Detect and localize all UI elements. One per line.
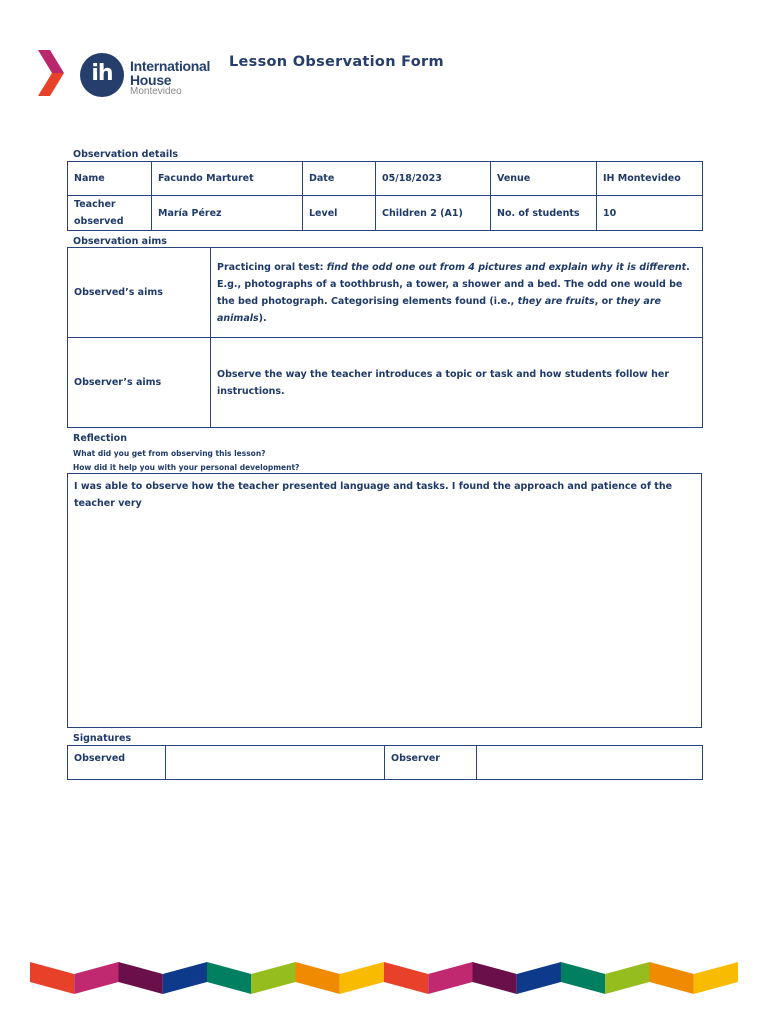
footer-band-segment — [296, 962, 340, 994]
logo-text-house: House — [130, 72, 172, 88]
name-value: Facundo Marturet — [152, 162, 303, 196]
footer-band-segment — [74, 962, 118, 994]
ih-logo-mark — [80, 53, 124, 97]
footer-band-segment — [650, 962, 694, 994]
logo-text-international: International — [130, 58, 211, 74]
observed-signature-label: Observed — [68, 746, 166, 780]
footer-band-segment — [163, 962, 207, 994]
details-row-1 — [68, 162, 703, 196]
observation-details-heading: Observation details — [73, 149, 179, 160]
footer-band-segment — [428, 962, 472, 994]
chevron-upper — [38, 50, 64, 73]
observer-signature-label: Observer — [385, 746, 477, 780]
footer-band-segment — [384, 962, 428, 994]
footer-band-segment — [473, 962, 517, 994]
page-title: Lesson Observation Form — [229, 54, 444, 70]
details-row-2 — [68, 196, 703, 231]
observation-aims-heading: Observation aims — [73, 236, 167, 247]
chevron-lower — [38, 73, 64, 96]
observation-aims-table — [67, 247, 703, 428]
footer-band-segment — [561, 962, 605, 994]
reflection-heading: Reflection — [73, 433, 127, 444]
observed-aims-row — [68, 248, 703, 338]
observer-signature-field[interactable] — [477, 746, 703, 780]
signatures-heading: Signatures — [73, 733, 132, 744]
footer-band-segment — [251, 962, 295, 994]
ih-logo — [80, 52, 230, 98]
observer-aims-text: Observe the way the teacher introduces a topic or task and how students follow her instructions. — [211, 338, 703, 428]
reflection-field[interactable] — [67, 473, 702, 728]
ih-logo-mark-text: ih — [91, 61, 113, 86]
brand-chevron-icon — [38, 50, 64, 96]
teacher-observed-value: María Pérez — [152, 196, 303, 231]
students-value: 10 — [597, 196, 703, 231]
footer-band-segment — [340, 962, 384, 994]
footer-band-segment — [30, 962, 74, 994]
observed-signature-field[interactable] — [166, 746, 385, 780]
footer-band-segment — [694, 962, 738, 994]
venue-label: Venue — [491, 162, 597, 196]
observer-aims-label: Observer’s aims — [68, 338, 211, 428]
name-label: Name — [68, 162, 152, 196]
observed-aims-text: Practicing oral test: find the odd one out from 4 pictures and explain why it is different. E.g., photographs of a toothbrush, a tower, a shower and a bed. The odd one would be the bed photograph. Categorising elements found (i.e., they are fruits, or they are animals). — [211, 248, 703, 338]
logo-text-montevideo: Montevideo — [130, 86, 182, 97]
observation-details-table — [67, 161, 703, 231]
footer-band-segment — [119, 962, 163, 994]
footer-band-segment — [605, 962, 649, 994]
reflection-question-2: How did it help you with your personal development? — [73, 463, 300, 472]
footer-band-segment — [517, 962, 561, 994]
level-value: Children 2 (A1) — [376, 196, 491, 231]
footer-zigzag-band — [30, 960, 738, 1004]
reflection-text: I was able to observe how the teacher presented language and tasks. I found the approach and patience of the teacher very — [74, 481, 673, 509]
students-label: No. of students — [491, 196, 597, 231]
observed-aims-label: Observed’s aims — [68, 248, 211, 338]
date-value: 05/18/2023 — [376, 162, 491, 196]
signatures-table — [67, 745, 703, 780]
level-label: Level — [303, 196, 376, 231]
reflection-question-1: What did you get from observing this lesson? — [73, 449, 266, 458]
venue-value: IH Montevideo — [597, 162, 703, 196]
observer-aims-row — [68, 338, 703, 428]
footer-band-segment — [207, 962, 251, 994]
teacher-observed-label: Teacher observed — [68, 196, 152, 231]
signatures-row — [68, 746, 703, 780]
date-label: Date — [303, 162, 376, 196]
